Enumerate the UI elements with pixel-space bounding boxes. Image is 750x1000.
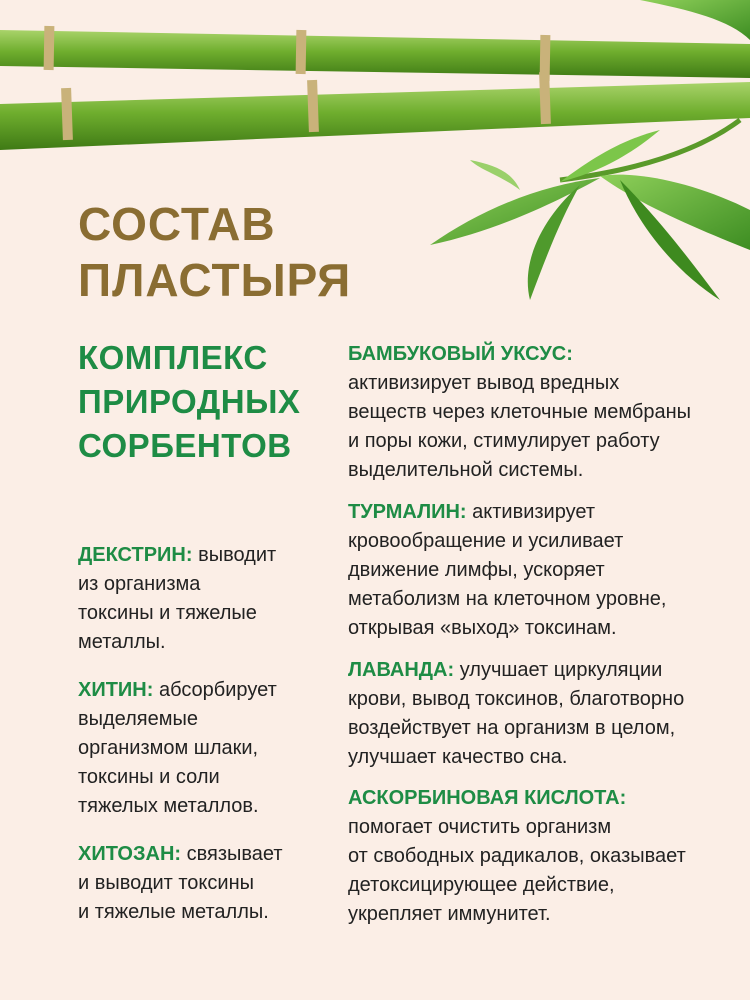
ingredient-name: ЛАВАНДА:	[348, 659, 455, 681]
ingredient-text: токсины и тяжелые	[78, 602, 257, 624]
ingredient-name: ТУРМАЛИН:	[348, 501, 467, 523]
section-subtitle	[78, 336, 300, 468]
ingredient-name: ДЕКСТРИН:	[78, 544, 193, 566]
ingredient-line-1	[348, 656, 740, 685]
ingredient-text: токсины и соли	[78, 766, 220, 788]
ingredient-line-1	[78, 676, 328, 705]
ingredient-text: улучшает циркуляции	[454, 659, 663, 681]
ingredient-text: активизирует вывод вредных	[348, 372, 620, 394]
ingredient-line-1	[348, 784, 740, 813]
page-title	[78, 196, 351, 308]
ingredient-text: металлы.	[78, 631, 166, 653]
ingredient-chitosan	[78, 840, 328, 927]
ingredient-text: и тяжелые металлы.	[78, 901, 269, 923]
ingredient-name: БАМБУКОВЫЙ УКСУС:	[348, 343, 573, 365]
ingredient-lavender	[348, 656, 740, 772]
subtitle-line-2: ПРИРОДНЫХ	[78, 383, 301, 420]
ingredient-text: и выводит токсины	[78, 872, 254, 894]
ingredient-ascorbic-acid	[348, 784, 740, 929]
ingredient-text: связывает	[181, 843, 283, 865]
ingredient-text: крови, вывод токсинов, благотворно	[348, 688, 685, 710]
ingredient-name: АСКОРБИНОВАЯ КИСЛОТА:	[348, 787, 627, 809]
ingredient-text: движение лимфы, ускоряет	[348, 559, 605, 581]
ingredient-text: организмом шлаки,	[78, 737, 259, 759]
subtitle-line-1: КОМПЛЕКС	[78, 339, 268, 376]
bamboo-leaf-top	[640, 0, 750, 40]
subtitle-line-3: СОРБЕНТОВ	[78, 427, 292, 464]
ingredient-text: от свободных радикалов, оказывает	[348, 845, 686, 867]
ingredient-tourmaline	[348, 498, 740, 643]
bamboo-leaves	[430, 120, 750, 300]
ingredient-dextrin	[78, 541, 328, 657]
ingredient-name: ХИТОЗАН:	[78, 843, 182, 865]
ingredient-text: помогает очистить организм	[348, 816, 612, 838]
ingredient-text: метаболизм на клеточном уровне,	[348, 588, 667, 610]
bamboo-stalk-upper	[0, 26, 750, 81]
ingredient-text: воздействует на организм в целом,	[348, 717, 676, 739]
ingredient-text: открывая «выход» токсинам.	[348, 617, 617, 639]
ingredient-line-1	[348, 498, 740, 527]
ingredient-text: кровообращение и усиливает	[348, 530, 624, 552]
ingredient-text: выделительной системы.	[348, 459, 584, 481]
ingredient-text: активизирует	[466, 501, 596, 523]
title-line-1: СОСТАВ	[78, 198, 276, 250]
title-line-2: ПЛАСТЫРЯ	[78, 254, 352, 306]
ingredient-line-1	[78, 840, 328, 869]
ingredient-text: детоксицирующее действие,	[348, 874, 615, 896]
ingredient-text: из организма	[78, 573, 201, 595]
ingredient-chitin	[78, 676, 328, 821]
ingredient-text: и поры кожи, стимулирует работу	[348, 430, 660, 452]
ingredient-text: веществ через клеточные мембраны	[348, 401, 692, 423]
ingredient-bamboo-vinegar	[348, 340, 740, 485]
ingredient-text: абсорбирует	[153, 679, 277, 701]
ingredient-text: улучшает качество сна.	[348, 746, 568, 768]
ingredient-text: выводит	[192, 544, 277, 566]
ingredient-text: тяжелых металлов.	[78, 795, 259, 817]
ingredient-line-1	[348, 340, 740, 369]
ingredient-line-1	[78, 541, 328, 570]
ingredient-text: укрепляет иммунитет.	[348, 903, 551, 925]
ingredient-name: ХИТИН:	[78, 679, 154, 701]
ingredient-text: выделяемые	[78, 708, 198, 730]
